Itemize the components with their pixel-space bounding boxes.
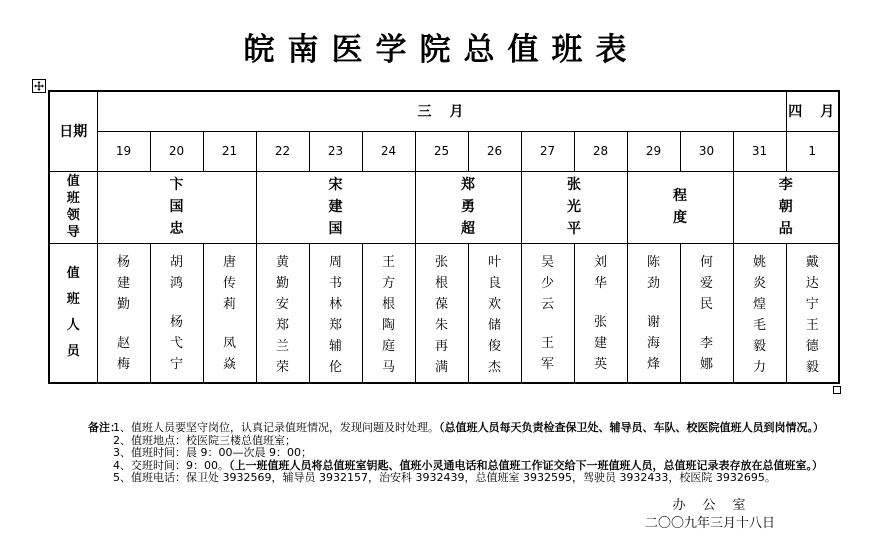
- staff-cell: 叶良欢 储俊杰: [468, 243, 521, 383]
- staff-cell: 陈劲 谢海烽: [627, 243, 680, 383]
- staff-cell: 王方根 陶庭马: [362, 243, 415, 383]
- note-item: [113, 472, 824, 485]
- leader-cell: 宋建国: [256, 171, 415, 243]
- leader-header-cell: [49, 171, 97, 243]
- date-header-cell: 日期: [49, 91, 97, 171]
- date-cell: 28: [574, 131, 627, 171]
- note-text-bold: （上一班值班人员将总值班室钥匙、值班小灵通电话和总值班工作证交给下一班值班人员，总值班记录表存放在总值班室。）: [229, 458, 823, 472]
- staff-cell: 姚炎煌 毛毅力: [733, 243, 786, 383]
- leader-cell: 李朝品: [733, 171, 839, 243]
- move-arrows-icon: [34, 81, 44, 91]
- date-cell: 30: [680, 131, 733, 171]
- date-cell: 25: [415, 131, 468, 171]
- leader-cell: 卞国忠: [97, 171, 256, 243]
- staff-header-cell: [49, 243, 97, 383]
- date-cell: 27: [521, 131, 574, 171]
- date-cell: 23: [309, 131, 362, 171]
- date-cell: 21: [203, 131, 256, 171]
- date-cell: 26: [468, 131, 521, 171]
- month-april-cell: 四 月: [786, 91, 839, 131]
- note-text: 3、值班时间：晨 9：00—次晨 9：00；: [113, 446, 312, 460]
- month-march-cell: 三 月: [97, 91, 786, 131]
- date-cell: 24: [362, 131, 415, 171]
- date-cell: 29: [627, 131, 680, 171]
- staff-cell: 周书林 郑辅伦: [309, 243, 362, 383]
- signoff-office: 办 公 室: [672, 498, 748, 513]
- staff-cell: 何爱民 李娜: [680, 243, 733, 383]
- notes-label: 备注：: [88, 421, 121, 434]
- document-title: 皖南医学院总值班表: [243, 32, 640, 68]
- staff-cell: 刘华 张建英: [574, 243, 627, 383]
- note-text: 4、交班时间：9：00。: [113, 458, 229, 472]
- staff-cell: 杨建勤 赵梅: [97, 243, 150, 383]
- staff-cell: 戴达宁 王德毅: [786, 243, 839, 383]
- signoff-block: [590, 497, 830, 533]
- staff-cell: 吴少云 王军: [521, 243, 574, 383]
- date-cell: 20: [150, 131, 203, 171]
- note-text-bold: （总值班人员每天负责检查保卫处、辅导员、车队、校医院值班人员到岗情况。）: [439, 421, 824, 434]
- date-cell: 19: [97, 131, 150, 171]
- staff-cell: 张根葆 朱再满: [415, 243, 468, 383]
- leader-cell: 张光平: [521, 171, 627, 243]
- duty-table: [48, 90, 840, 384]
- staff-cell: 黄勤安 郑兰荣: [256, 243, 309, 383]
- notes-section: [88, 422, 824, 485]
- leader-cell: 程度: [627, 171, 733, 243]
- date-cell: 22: [256, 131, 309, 171]
- date-cell: 1: [786, 131, 839, 171]
- table-resize-handle[interactable]: [833, 386, 841, 394]
- table-move-handle[interactable]: [32, 79, 46, 93]
- leader-cell: 郑勇超: [415, 171, 521, 243]
- note-text: 5、值班电话：保卫处 3932569，辅导员 3932157，治安科 3932439，总值班室 3932595，驾驶员 3932433，校医院 3932695。: [113, 471, 776, 485]
- leader-header-label: 值班领导: [66, 174, 80, 240]
- note-text: 2、值班地点：校医院三楼总值班室；: [113, 433, 296, 447]
- staff-header-label: 值班人员: [66, 265, 80, 359]
- signoff-date: 二〇〇九年三月十八日: [644, 516, 775, 531]
- date-cell: 31: [733, 131, 786, 171]
- staff-cell: 胡鸿 杨弋宁: [150, 243, 203, 383]
- staff-cell: 唐传莉 凤焱: [203, 243, 256, 383]
- note-text: 1、值班人员要坚守岗位，认真记录值班情况，发现问题及时处理。: [113, 421, 439, 434]
